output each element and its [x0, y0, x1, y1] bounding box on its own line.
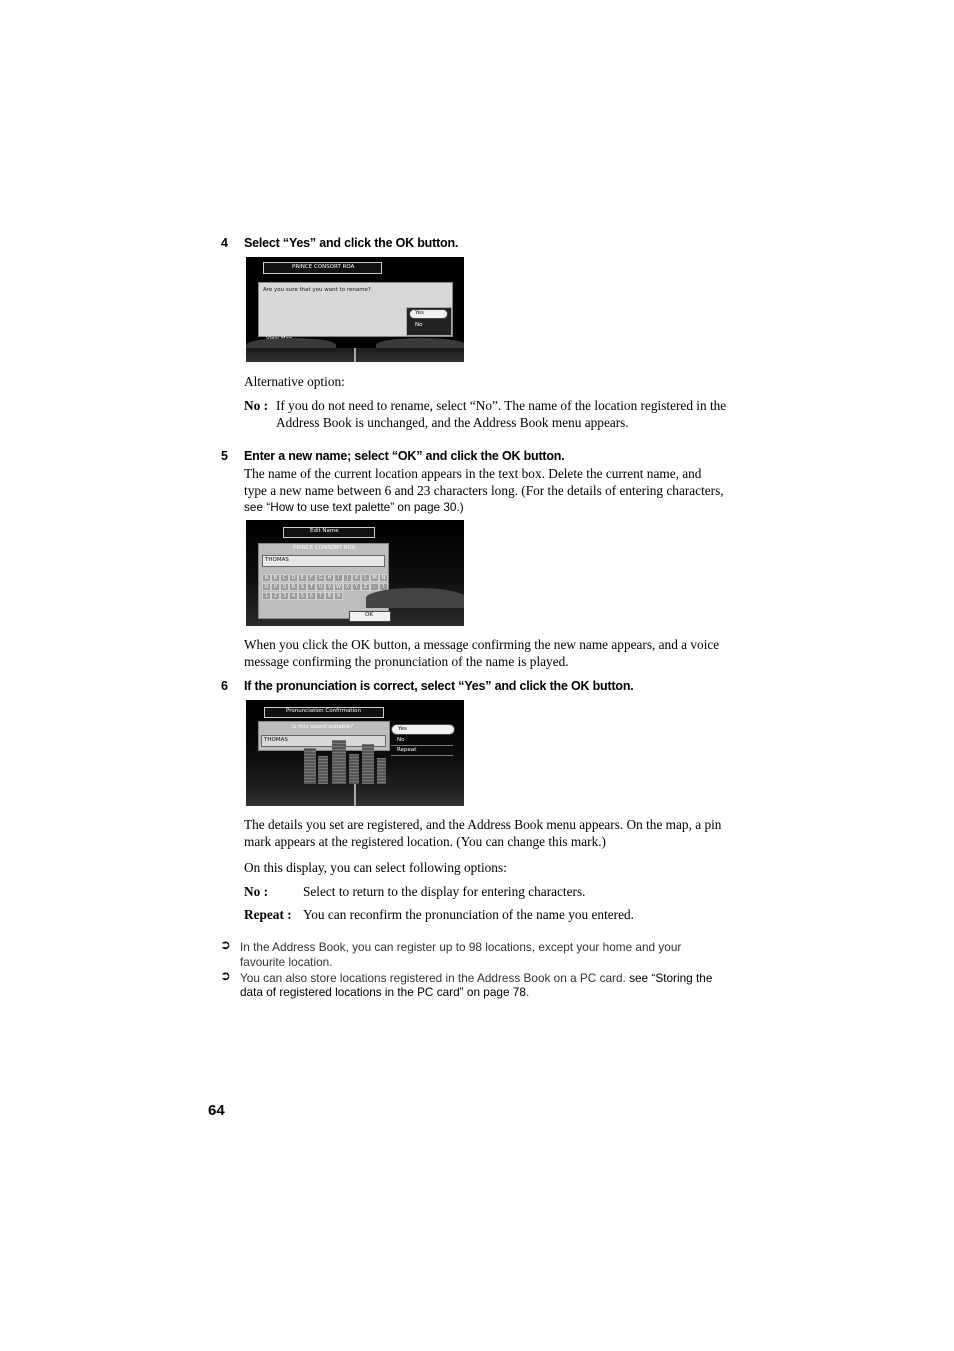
paragraph-line: type a new name between 6 and 23 characters long. (For the details of entering characters,: [244, 483, 724, 498]
paragraph-line: The details you set are registered, and the Address Book menu appears. On the map, a pin: [244, 817, 722, 832]
key-L[interactable]: L: [361, 574, 370, 582]
note-text: In the Address Book, you can register up to 98 locations, except your home and your: [240, 940, 682, 954]
no-option[interactable]: No: [397, 737, 405, 743]
key-H[interactable]: H: [325, 574, 334, 582]
key-8[interactable]: 8: [325, 592, 334, 600]
key-U[interactable]: U: [316, 583, 325, 591]
key-W[interactable]: W: [334, 583, 343, 591]
screen-title: Edit Name: [310, 528, 339, 534]
option-repeat-label: Repeat :: [244, 907, 292, 922]
key-I[interactable]: I: [334, 574, 343, 582]
note-text: [240, 985, 529, 1000]
step-title: If the pronunciation is correct, select “Yes” and click the OK button.: [244, 679, 634, 693]
key-J[interactable]: J: [343, 574, 352, 582]
note-reference: see “Storing the: [629, 971, 713, 985]
key-S[interactable]: S: [298, 583, 307, 591]
name-input[interactable]: [262, 555, 385, 567]
scenery-hill: [366, 588, 464, 608]
yes-label: Yes: [398, 726, 407, 732]
paragraph-line: mark appears at the registered location. (You can change this mark.): [244, 834, 606, 849]
key-Q[interactable]: Q: [280, 583, 289, 591]
key-Z[interactable]: Z: [361, 583, 370, 591]
key-5[interactable]: 5: [298, 592, 307, 600]
key-R[interactable]: R: [289, 583, 298, 591]
screen-title-bar: [283, 527, 375, 538]
key--[interactable]: -: [370, 583, 379, 591]
key-X[interactable]: X: [343, 583, 352, 591]
scenery-building: [349, 754, 359, 784]
note-arrow-icon: ➲: [220, 969, 231, 984]
paragraph-line: When you click the OK button, a message confirming the new name appears, and a voice: [244, 637, 720, 652]
scenery-building: [377, 758, 386, 784]
current-name: PRINCE CONSORT ROA: [293, 545, 356, 551]
key-F[interactable]: F: [307, 574, 316, 582]
note-arrow-icon: ➲: [220, 938, 231, 953]
ok-label: OK: [365, 612, 373, 618]
options-intro: On this display, you can select following options:: [244, 860, 507, 875]
step-title: Enter a new name; select “OK” and click the OK button.: [244, 449, 565, 463]
paragraph-line: The name of the current location appears in the text box. Delete the current name, and: [244, 466, 702, 481]
key-A[interactable]: A: [262, 574, 271, 582]
key-P[interactable]: P: [271, 583, 280, 591]
screenshot-edit-name: [246, 520, 464, 626]
note-text: favourite location.: [240, 955, 333, 969]
page-reference: see “How to use text palette” on page 30.): [244, 500, 464, 514]
name-input-value: THOMAS: [265, 557, 289, 563]
screen-title-bar: [263, 262, 382, 274]
step-title: Select “Yes” and click the OK button.: [244, 236, 459, 250]
key-1[interactable]: 1: [262, 592, 271, 600]
key-M[interactable]: M: [370, 574, 379, 582]
option-no-text: Address Book is unchanged, and the Address Book menu appears.: [276, 415, 629, 430]
scenery-road: [246, 348, 464, 362]
repeat-option[interactable]: Repeat: [397, 747, 417, 753]
key-G[interactable]: G: [316, 574, 325, 582]
dialog-question: Are you sure that you want to rename?: [263, 287, 371, 293]
option-no-text: Select to return to the display for entering characters.: [303, 884, 586, 899]
key-D[interactable]: D: [289, 574, 298, 582]
key-![interactable]: !: [379, 583, 388, 591]
yes-option[interactable]: [391, 724, 455, 735]
divider: [391, 745, 453, 746]
screen-title: PRINCE CONSORT ROA: [292, 264, 355, 270]
key-T[interactable]: T: [307, 583, 316, 591]
yes-label: Yes: [415, 310, 424, 316]
step-number: 4: [221, 236, 228, 250]
note-text: [240, 971, 712, 986]
key-4[interactable]: 4: [289, 592, 298, 600]
yes-option[interactable]: [409, 309, 448, 319]
scenery-road: [246, 784, 464, 806]
key-6[interactable]: 6: [307, 592, 316, 600]
step-number: 5: [221, 449, 228, 463]
note-reference: data of registered locations in the PC card” on page 78: [240, 985, 526, 999]
name-value: THOMAS: [264, 737, 288, 743]
key-E[interactable]: E: [298, 574, 307, 582]
paragraph-line: message confirming the pronunciation of the name is played.: [244, 654, 569, 669]
alternative-option-label: Alternative option:: [244, 374, 345, 389]
key-B[interactable]: B: [271, 574, 280, 582]
page-number: 64: [208, 1102, 225, 1119]
key-V[interactable]: V: [325, 583, 334, 591]
dialog-panel: [258, 282, 453, 337]
key-2[interactable]: 2: [271, 592, 280, 600]
ok-button[interactable]: [349, 611, 391, 622]
option-no-label: No :: [244, 884, 269, 899]
question-text: Is this sound suitable?: [292, 724, 354, 730]
option-no-label: No :: [244, 398, 269, 413]
step-number: 6: [221, 679, 228, 693]
screenshot-rename-confirm: [246, 257, 464, 362]
divider: [391, 755, 453, 756]
no-option[interactable]: No: [415, 322, 423, 328]
screenshot-pronunciation: [246, 700, 464, 806]
note-end: .: [525, 985, 530, 999]
scenery-building: [304, 748, 316, 784]
key-C[interactable]: C: [280, 574, 289, 582]
option-no-text: If you do not need to rename, select “No”. The name of the location registered in the: [276, 398, 727, 413]
screen-title: Pronunciation Confirmation: [286, 708, 361, 714]
scenery-building: [362, 744, 374, 784]
key-7[interactable]: 7: [316, 592, 325, 600]
scenery-building: [332, 740, 346, 784]
key-3[interactable]: 3: [280, 592, 289, 600]
scenery-building: [318, 756, 328, 784]
key-O[interactable]: O: [262, 583, 271, 591]
key-Y[interactable]: Y: [352, 583, 361, 591]
note-body: You can also store locations registered in the Address Book on a PC card.: [240, 971, 626, 985]
key-K[interactable]: K: [352, 574, 361, 582]
screen-title-bar: [264, 707, 384, 718]
key-N[interactable]: N: [379, 574, 388, 582]
key-9[interactable]: 9: [334, 592, 343, 600]
option-repeat-text: You can reconfirm the pronunciation of the name you entered.: [303, 907, 634, 922]
